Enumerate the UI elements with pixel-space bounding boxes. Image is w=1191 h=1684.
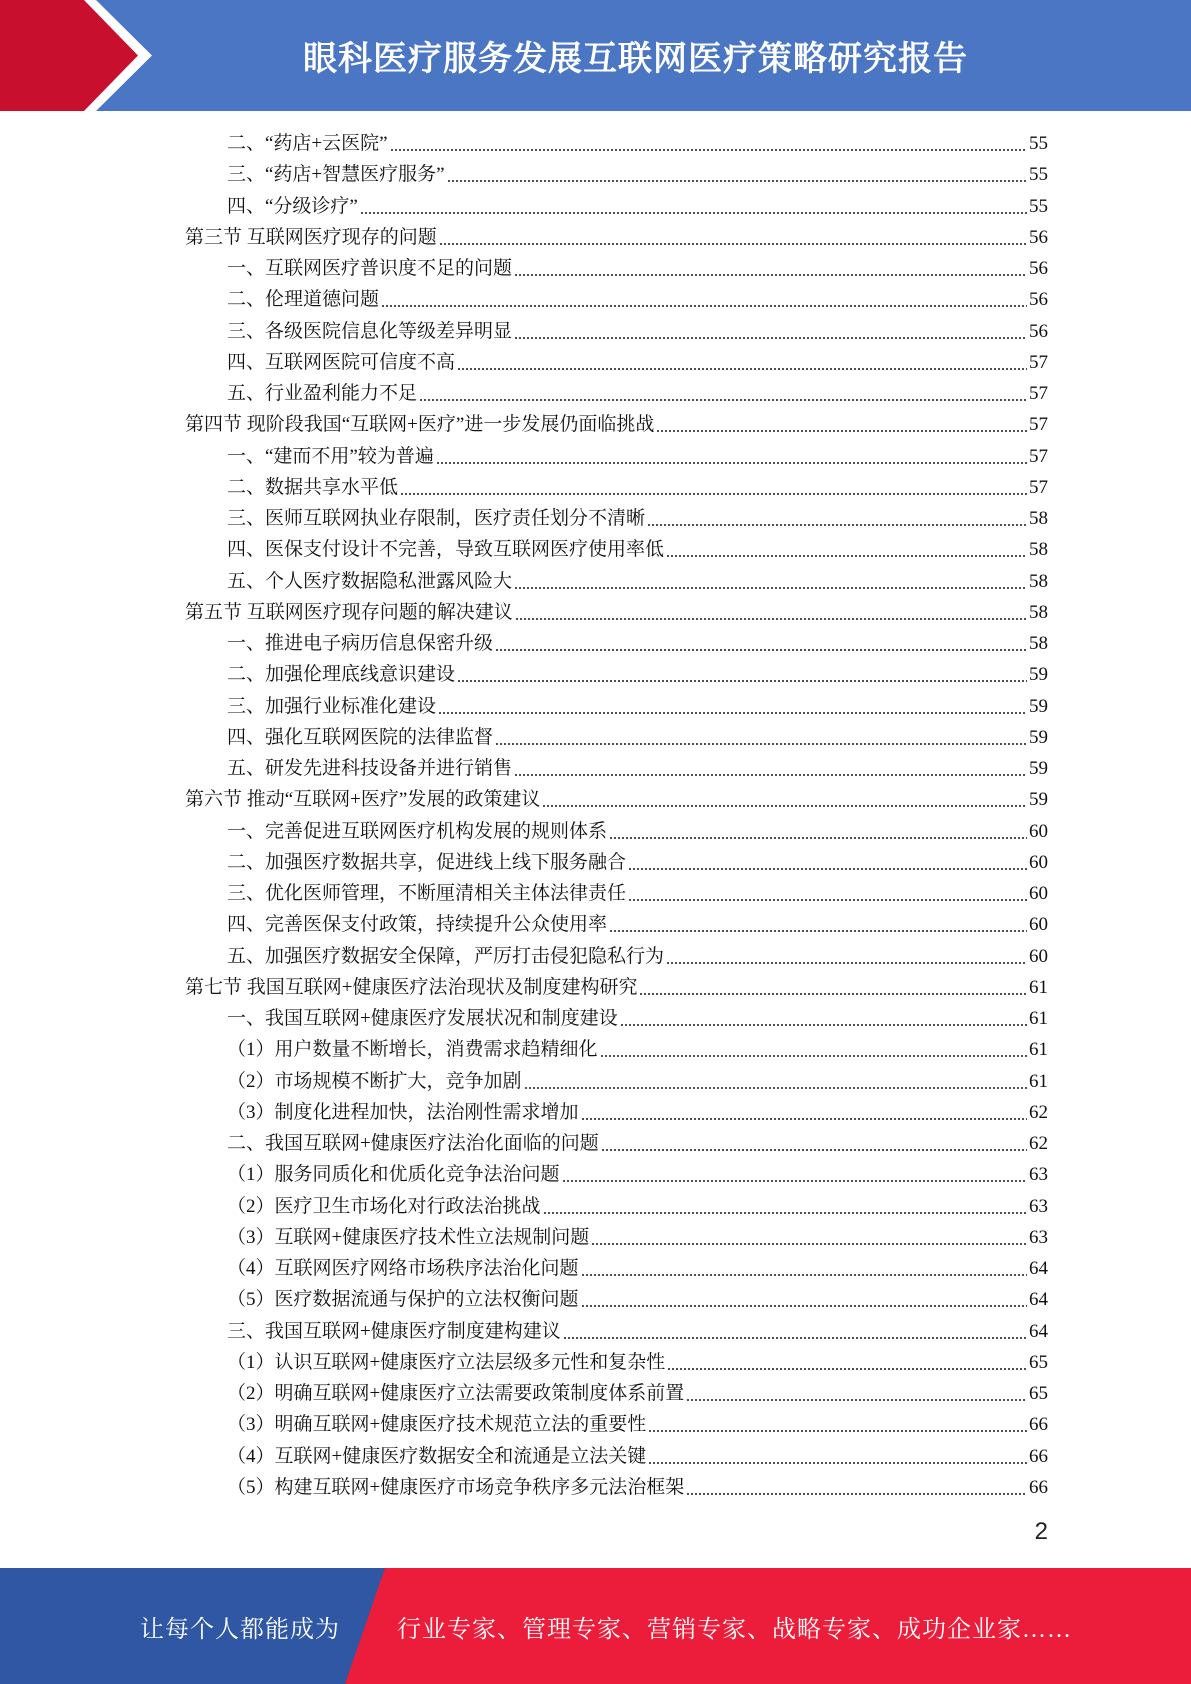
toc-entry[interactable] [0, 1003, 1048, 1034]
toc-entry-label: 五、行业盈利能力不足 [227, 383, 418, 404]
toc-entry-page: 61 [1029, 1008, 1048, 1029]
header-chevron-decoration [0, 0, 152, 111]
toc-entry[interactable] [0, 284, 1048, 315]
toc-entry-page: 56 [1029, 320, 1048, 342]
toc-dot-leader [581, 1305, 1027, 1307]
toc-entry-label: 二、“药店+云医院” [227, 133, 388, 154]
toc-dot-leader [542, 805, 1027, 807]
toc-entry-page: 65 [1029, 1351, 1048, 1373]
toc-entry[interactable] [0, 1222, 1048, 1253]
toc-entry[interactable] [0, 847, 1048, 878]
toc-dot-leader [400, 493, 1027, 495]
toc-dot-leader [439, 243, 1027, 245]
toc-section-entry[interactable] [0, 784, 1048, 815]
toc-entry-page: 60 [1029, 945, 1048, 967]
toc-entry-label: 二、加强医疗数据共享，促进线上线下服务融合 [227, 851, 627, 873]
toc-dot-leader [524, 1087, 1027, 1089]
toc-entry-page: 60 [1029, 851, 1048, 873]
toc-entry-label: 一、推进电子病历信息保密升级 [227, 633, 494, 654]
toc-entry-label: 五、研发先进科技设备并进行销售 [227, 758, 513, 779]
toc-entry-label: 一、完善促进互联网医疗机构发展的规则体系 [227, 820, 608, 842]
toc-entry[interactable] [0, 816, 1048, 847]
toc-entry-label: 三、“药店+智慧医疗服务” [227, 164, 445, 186]
toc-dot-leader [609, 930, 1027, 932]
toc-entry[interactable] [0, 1034, 1048, 1065]
toc-dot-leader [648, 1430, 1027, 1432]
toc-entry[interactable] [0, 1409, 1048, 1440]
toc-entry-page: 62 [1029, 1101, 1048, 1123]
toc-dot-leader [447, 180, 1027, 182]
toc-entry[interactable] [0, 1253, 1048, 1284]
footer-slogan-left: 让每个人都能成为 [140, 1616, 340, 1643]
toc-entry-page: 57 [1029, 351, 1048, 373]
toc-entry-label: 第三节 互联网医疗现存的问题 [185, 226, 437, 248]
toc-dot-leader [656, 430, 1027, 432]
toc-entry-page: 55 [1029, 164, 1048, 186]
toc-section-entry[interactable] [0, 597, 1048, 628]
toc-dot-leader [600, 1055, 1027, 1057]
toc-entry-page: 63 [1029, 1164, 1048, 1186]
footer-slogan-right: 行业专家、管理专家、营销专家、战略专家、成功企业家…… [397, 1616, 1072, 1643]
toc-entry-page: 66 [1029, 1476, 1048, 1498]
report-title: 眼科医疗服务发展互联网医疗策略研究报告 [303, 39, 968, 79]
toc-entry-page: 61 [1029, 976, 1048, 998]
toc-entry-page: 60 [1029, 883, 1048, 904]
toc-entry-label: 第七节 我国互联网+健康医疗法治现状及制度建构研究 [185, 976, 638, 998]
toc-entry-label: 一、互联网医疗普识度不足的问题 [227, 258, 513, 279]
toc-entry-label: 四、“分级诊疗” [227, 195, 358, 217]
toc-entry[interactable] [0, 534, 1048, 565]
toc-entry-page: 57 [1029, 383, 1048, 404]
toc-entry-label: 四、互联网医院可信度不高 [227, 351, 456, 373]
toc-dot-leader [495, 743, 1027, 745]
toc-entry-page: 57 [1029, 414, 1048, 436]
toc-dot-leader [686, 1493, 1027, 1495]
toc-entry-label: 四、医保支付设计不完善，导致互联网医疗使用率低 [227, 539, 665, 561]
toc-entry-label: （3）互联网+健康医疗技术性立法规制问题 [227, 1226, 590, 1248]
toc-entry-label: 五、个人医疗数据隐私泄露风险大 [227, 570, 513, 592]
toc-entry-page: 66 [1029, 1414, 1048, 1436]
toc-entry[interactable] [0, 753, 1048, 784]
toc-dot-leader [591, 1243, 1027, 1245]
toc-dot-leader [438, 712, 1027, 714]
toc-entry-page: 59 [1029, 695, 1048, 717]
toc-dot-leader [457, 680, 1027, 682]
toc-dot-leader [628, 868, 1027, 870]
toc-dot-leader [390, 149, 1027, 151]
toc-entry[interactable] [0, 1378, 1048, 1409]
toc-section-entry[interactable] [0, 972, 1048, 1003]
toc-dot-leader [495, 649, 1027, 651]
toc-dot-leader [686, 1399, 1027, 1401]
toc-dot-leader [514, 587, 1027, 589]
toc-entry-page: 58 [1029, 570, 1048, 592]
toc-entry[interactable] [0, 378, 1048, 409]
toc-dot-leader [436, 462, 1027, 464]
toc-entry-label: （2）明确互联网+健康医疗立法需要政策制度体系前置 [227, 1383, 685, 1404]
toc-entry-label: 第四节 现阶段我国“互联网+医疗”进一步发展仍面临挑战 [185, 414, 655, 436]
toc-entry-page: 59 [1029, 664, 1048, 686]
toc-entry-label: 五、加强医疗数据安全保障，严厉打击侵犯隐私行为 [227, 945, 665, 967]
toc-entry[interactable] [0, 659, 1048, 690]
toc-entry-label: （1）认识互联网+健康医疗立法层级多元性和复杂性 [227, 1351, 666, 1373]
toc-section-entry[interactable] [0, 409, 1048, 440]
toc-dot-leader [581, 1118, 1027, 1120]
toc-entry-page: 57 [1029, 476, 1048, 498]
toc-entry-page: 61 [1029, 1070, 1048, 1092]
toc-entry-label: （2）市场规模不断扩大，竞争加剧 [227, 1070, 522, 1092]
toc-entry-label: 二、数据共享水平低 [227, 476, 399, 498]
toc-entry-page: 58 [1029, 539, 1048, 561]
toc-dot-leader [360, 212, 1027, 214]
toc-entry[interactable] [0, 441, 1048, 472]
toc-entry[interactable] [0, 191, 1048, 222]
toc-entry[interactable] [0, 878, 1048, 909]
toc-entry-page: 63 [1029, 1195, 1048, 1217]
toc-entry-label: （4）互联网医疗网络市场秩序法治化问题 [227, 1258, 579, 1279]
toc-entry-label: 第六节 推动“互联网+医疗”发展的政策建议 [185, 789, 541, 811]
toc-entry-page: 58 [1029, 508, 1048, 529]
toc-entry-page: 59 [1029, 726, 1048, 748]
toc-entry-label: 四、强化互联网医院的法律监督 [227, 726, 494, 748]
toc-entry[interactable] [0, 1066, 1048, 1097]
toc-entry-label: （1）用户数量不断增长，消费需求趋精细化 [227, 1039, 598, 1061]
toc-entry-page: 58 [1029, 601, 1048, 623]
toc-entry[interactable] [0, 1472, 1048, 1503]
toc-dot-leader [514, 774, 1027, 776]
toc-dot-leader [648, 1462, 1027, 1464]
toc-entry-page: 62 [1029, 1133, 1048, 1154]
toc-dot-leader [609, 837, 1027, 839]
toc-entry-label: （1）服务同质化和优质化竞争法治问题 [227, 1164, 560, 1186]
toc-entry[interactable] [0, 1128, 1048, 1159]
toc-dot-leader [581, 1274, 1027, 1276]
toc-dot-leader [667, 1368, 1027, 1370]
toc-dot-leader [647, 524, 1027, 526]
toc-entry[interactable] [0, 347, 1048, 378]
report-header [0, 0, 1191, 111]
toc-entry-page: 55 [1029, 133, 1048, 154]
toc-dot-leader [639, 993, 1027, 995]
toc-entry-label: 三、医师互联网执业存限制，医疗责任划分不清晰 [227, 508, 646, 529]
toc-entry-page: 59 [1029, 758, 1048, 779]
toc-entry-page: 60 [1029, 914, 1048, 936]
toc-entry[interactable] [0, 1191, 1048, 1222]
toc-entry-page: 57 [1029, 445, 1048, 467]
toc-dot-leader [620, 1024, 1027, 1026]
toc-dot-leader [562, 1180, 1027, 1182]
toc-entry-page: 61 [1029, 1039, 1048, 1061]
toc-entry-label: 二、伦理道德问题 [227, 289, 380, 311]
toc-entry-label: （2）医疗卫生市场化对行政法治挑战 [227, 1195, 541, 1217]
toc-entry-label: 四、完善医保支付政策，持续提升公众使用率 [227, 914, 608, 936]
toc-dot-leader [666, 962, 1027, 964]
footer-banner [0, 1568, 1191, 1684]
toc-entry-label: （3）明确互联网+健康医疗技术规范立法的重要性 [227, 1414, 647, 1436]
toc-entry-page: 66 [1029, 1445, 1048, 1467]
toc-entry-label: （3）制度化进程加快，法治刚性需求增加 [227, 1101, 579, 1123]
toc-entry[interactable] [0, 159, 1048, 190]
toc-entry-label: （5）医疗数据流通与保护的立法权衡问题 [227, 1289, 579, 1311]
toc-entry[interactable] [0, 503, 1048, 534]
toc-entry[interactable] [0, 691, 1048, 722]
toc-dot-leader [419, 399, 1027, 401]
toc-entry-page: 60 [1029, 820, 1048, 842]
toc-entry[interactable] [0, 1441, 1048, 1472]
toc-entry-page: 59 [1029, 789, 1048, 811]
toc-entry-label: （4）互联网+健康医疗数据安全和流通是立法关键 [227, 1445, 647, 1467]
toc-entry[interactable] [0, 1284, 1048, 1315]
toc-entry[interactable] [0, 472, 1048, 503]
toc-entry[interactable] [0, 128, 1048, 159]
toc-entry-page: 63 [1029, 1226, 1048, 1248]
toc-dot-leader [457, 368, 1027, 370]
toc-entry-page: 55 [1029, 195, 1048, 217]
toc-entry[interactable] [0, 253, 1048, 284]
toc-entry-label: 一、“建而不用”较为普遍 [227, 445, 434, 467]
toc-dot-leader [563, 1337, 1027, 1339]
toc-entry-page: 64 [1029, 1320, 1048, 1342]
toc-dot-leader [381, 305, 1027, 307]
toc-entry-label: 第五节 互联网医疗现存问题的解决建议 [185, 601, 513, 623]
toc-entry[interactable] [0, 1316, 1048, 1347]
toc-entry-page: 58 [1029, 633, 1048, 654]
toc-entry[interactable] [0, 628, 1048, 659]
toc-dot-leader [628, 899, 1027, 901]
toc-entry-page: 65 [1029, 1383, 1048, 1404]
toc-dot-leader [515, 618, 1027, 620]
toc-entry-label: 三、优化医师管理，不断厘清相关主体法律责任 [227, 883, 627, 904]
toc-entry[interactable] [0, 941, 1048, 972]
toc-entry-page: 56 [1029, 226, 1048, 248]
toc-entry[interactable] [0, 1097, 1048, 1128]
toc-entry-page: 64 [1029, 1258, 1048, 1279]
toc-dot-leader [514, 274, 1027, 276]
toc-entry[interactable] [0, 1347, 1048, 1378]
toc-entry[interactable] [0, 909, 1048, 940]
toc-entry[interactable] [0, 1159, 1048, 1190]
toc-entry[interactable] [0, 316, 1048, 347]
toc-entry[interactable] [0, 566, 1048, 597]
toc-entry[interactable] [0, 722, 1048, 753]
toc-entry-label: 三、我国互联网+健康医疗制度建构建议 [227, 1320, 561, 1342]
toc-dot-leader [514, 337, 1027, 339]
toc-dot-leader [601, 1149, 1027, 1151]
toc-dot-leader [543, 1212, 1027, 1214]
toc-entry-page: 56 [1029, 258, 1048, 279]
toc-entry-label: 三、加强行业标准化建设 [227, 695, 437, 717]
toc-entry-label: 二、加强伦理底线意识建设 [227, 664, 456, 686]
toc-entry-label: 一、我国互联网+健康医疗发展状况和制度建设 [227, 1008, 618, 1029]
toc-entry-page: 64 [1029, 1289, 1048, 1311]
page-number: 2 [1034, 1518, 1048, 1545]
toc-entry-label: 三、各级医院信息化等级差异明显 [227, 320, 513, 342]
toc-entry-label: 二、我国互联网+健康医疗法治化面临的问题 [227, 1133, 599, 1154]
toc-section-entry[interactable] [0, 222, 1048, 253]
toc-dot-leader [666, 555, 1027, 557]
toc-entry-label: （5）构建互联网+健康医疗市场竞争秩序多元法治框架 [227, 1476, 685, 1498]
toc-entry-page: 56 [1029, 289, 1048, 311]
